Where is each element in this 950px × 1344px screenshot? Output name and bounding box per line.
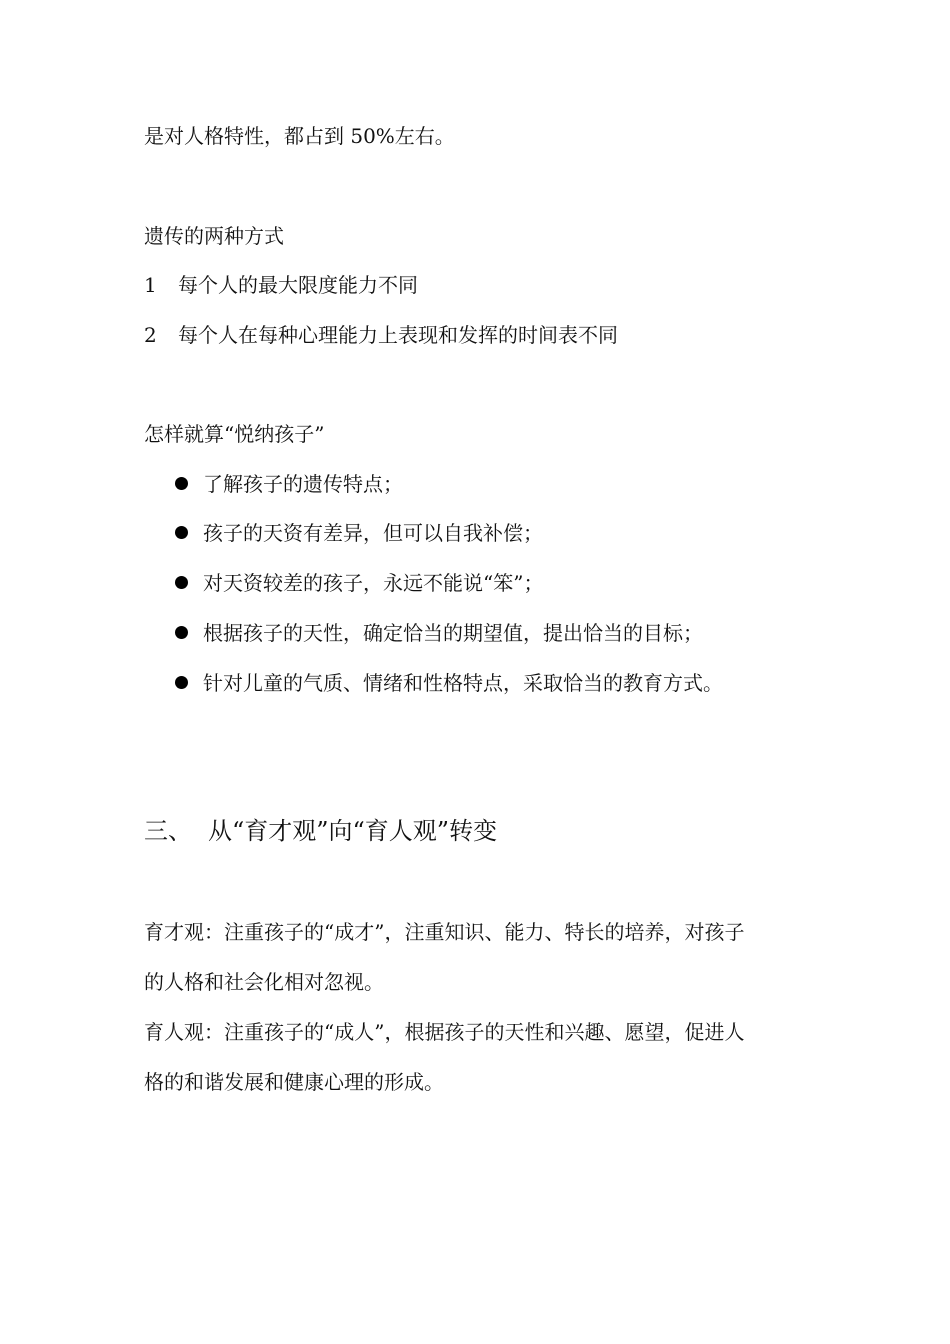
talent-line: 育才观：注重孩子的“成才”，注重知识、能力、特长的培养，对孩子 [144,920,745,944]
item-number: 2 [144,323,157,347]
item-text: 每个人的最大限度能力不同 [178,273,418,297]
bullet-item [175,470,403,498]
bullet-dot-icon [175,526,188,539]
heredity-item [144,321,618,349]
intro-line: 是对人格特性，都占到 50%左右。 [144,124,455,148]
bullet-item [175,519,543,547]
bullet-item [175,569,543,597]
bullet-text: 针对儿童的气质、情绪和性格特点，采取恰当的教育方式。 [203,671,723,695]
bullet-dot-icon [175,576,188,589]
section-title: 从“育才观”向“育人观”转变 [208,817,498,845]
bullet-text: 了解孩子的遗传特点； [203,472,403,496]
heredity-title: 遗传的两种方式 [144,224,284,248]
talent-line: 的人格和社会化相对忽视。 [144,970,384,994]
person-line: 格的和谐发展和健康心理的形成。 [144,1070,444,1094]
bullet-dot-icon [175,477,188,490]
bullet-item [175,619,703,647]
bullet-dot-icon [175,626,188,639]
bullet-item [175,669,723,697]
accept-title: 怎样就算“悦纳孩子” [144,422,325,446]
bullet-text: 对天资较差的孩子，永远不能说“笨”； [203,571,544,595]
bullet-dot-icon [175,676,188,689]
item-number: 1 [144,273,157,297]
bullet-text: 根据孩子的天性，确定恰当的期望值，提出恰当的目标； [203,621,703,645]
item-text: 每个人在每种心理能力上表现和发挥的时间表不同 [178,323,618,347]
bullet-text: 孩子的天资有差异，但可以自我补偿； [203,521,543,545]
person-line: 育人观：注重孩子的“成人”，根据孩子的天性和兴趣、愿望，促进人 [144,1020,745,1044]
heredity-item [144,271,418,299]
section-heading [144,815,497,847]
section-number: 三、 [144,817,192,845]
